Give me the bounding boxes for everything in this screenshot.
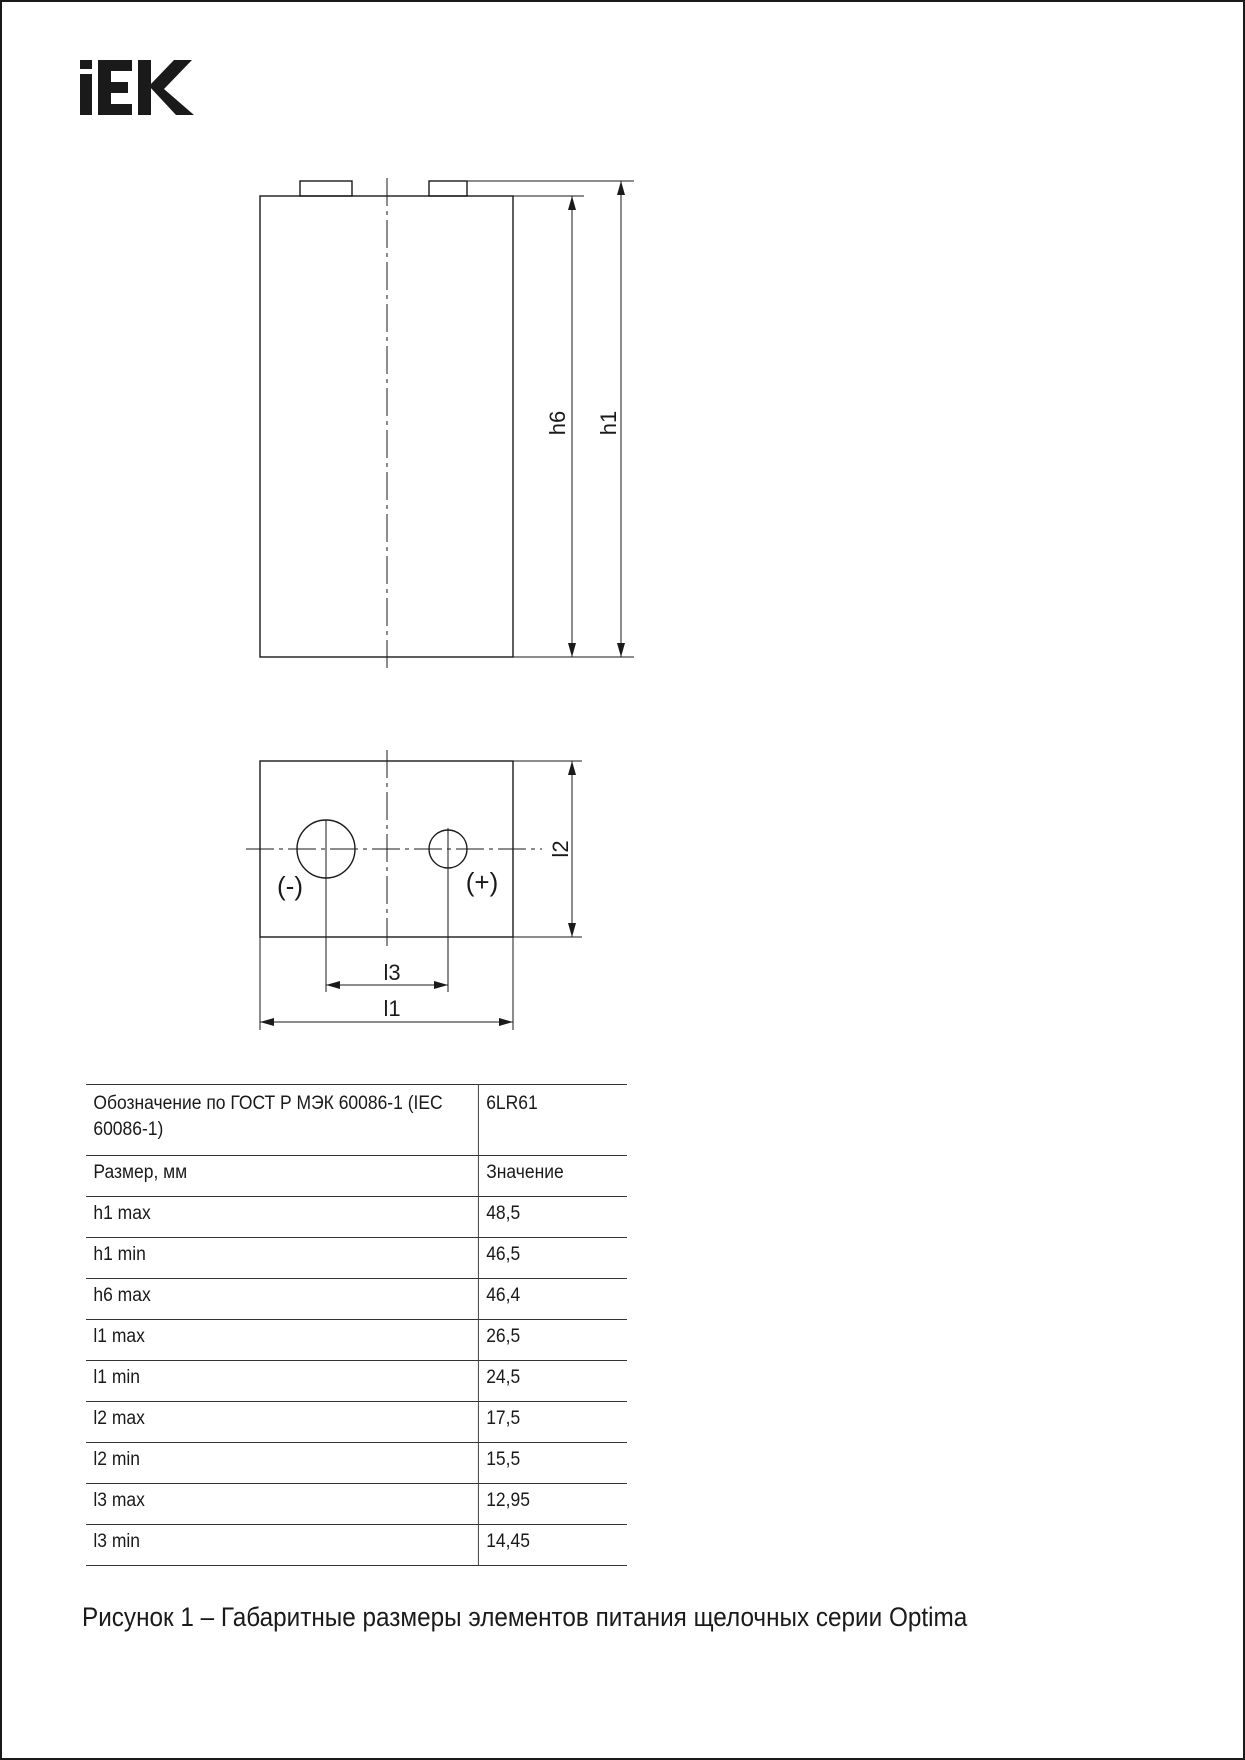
value-cell: 12,95 [478, 1484, 627, 1525]
positive-polarity-label: (+) [465, 867, 499, 897]
table-row [86, 1238, 627, 1279]
table-header-row [86, 1085, 627, 1156]
terminal-right-side [429, 181, 467, 196]
value-cell: 17,5 [478, 1402, 627, 1443]
param-cell: h1 min [86, 1238, 478, 1279]
param-cell: l3 min [86, 1525, 478, 1566]
value-cell: 48,5 [478, 1197, 627, 1238]
param-cell: h1 max [86, 1197, 478, 1238]
h6-label: h6 [545, 410, 570, 436]
value-cell: 24,5 [478, 1361, 627, 1402]
param-cell: l1 max [86, 1320, 478, 1361]
param-cell: l2 min [86, 1443, 478, 1484]
figure-caption: Рисунок 1 – Габаритные размеры элементов питания щелочных серии Optima [82, 1602, 968, 1632]
value-cell: 14,45 [478, 1525, 627, 1566]
side-view [260, 178, 634, 670]
table-row [86, 1402, 627, 1443]
designation-cell: Обозначение по ГОСТ Р МЭК 60086-1 (IEC 60086-1) [86, 1085, 478, 1156]
table-row [86, 1443, 627, 1484]
param-cell: l2 max [86, 1402, 478, 1443]
h1-label: h1 [596, 410, 621, 436]
value-cell: 26,5 [478, 1320, 627, 1361]
param-cell: h6 max [86, 1279, 478, 1320]
table-row [86, 1197, 627, 1238]
table-row [86, 1525, 627, 1566]
battery-type-cell: 6LR61 [478, 1085, 627, 1156]
value-column-header: Значение [478, 1156, 627, 1197]
dimensions-table [86, 1084, 627, 1566]
value-cell: 46,5 [478, 1238, 627, 1279]
table-row [86, 1484, 627, 1525]
l3-label: l3 [383, 960, 401, 985]
table-columns-row [86, 1156, 627, 1197]
value-cell: 15,5 [478, 1443, 627, 1484]
value-cell: 46,4 [478, 1279, 627, 1320]
table-row [86, 1320, 627, 1361]
l1-label: l1 [383, 996, 401, 1021]
terminal-left-side [300, 181, 352, 196]
negative-polarity-label: (-) [277, 871, 303, 901]
size-column-header: Размер, мм [86, 1156, 478, 1197]
battery-dimension-drawing [2, 2, 1245, 1062]
l2-label: l2 [548, 840, 573, 858]
table-row [86, 1279, 627, 1320]
table-row [86, 1361, 627, 1402]
param-cell: l1 min [86, 1361, 478, 1402]
param-cell: l3 max [86, 1484, 478, 1525]
